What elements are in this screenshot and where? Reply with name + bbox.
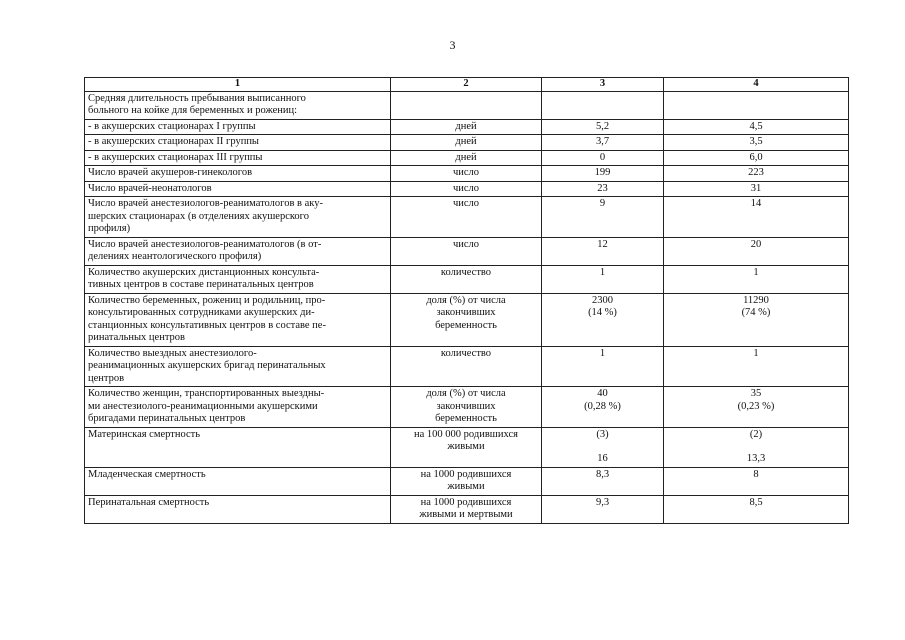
cell-text-line: 31	[750, 182, 762, 194]
indicator-cell	[85, 197, 391, 238]
cell-text-line: 1	[599, 347, 606, 359]
table-row	[85, 150, 849, 166]
cell-text-line: 8	[753, 468, 759, 480]
value-col3-cell	[542, 387, 664, 428]
unit-cell	[391, 150, 542, 166]
unit-cell	[391, 346, 542, 387]
cell-text-line: живыми и мертвыми	[419, 509, 513, 520]
value-col4-cell	[664, 293, 849, 346]
column-header: 3	[542, 78, 664, 92]
table-row	[85, 119, 849, 135]
value-col4-cell	[664, 181, 849, 197]
cell-text-line: 23	[597, 182, 608, 194]
cell-text-line: 14	[750, 198, 762, 209]
cell-text-line: 40	[597, 388, 608, 399]
cell-text-line: 0	[599, 151, 606, 163]
cell-text-line: дней	[455, 151, 477, 163]
cell-text-line: (0,28 %)	[584, 400, 621, 412]
cell-text-line: закончивших	[436, 307, 496, 318]
column-header: 2	[391, 78, 542, 92]
cell-text-line: количество	[440, 266, 492, 278]
cell-text-line: количество	[440, 347, 492, 359]
value-col4-cell	[664, 265, 849, 293]
value-col3-cell	[542, 197, 664, 238]
value-col3-cell	[542, 166, 664, 182]
cell-text-line: Количество беременных, рожениц и родильниц, про-	[88, 294, 326, 306]
cell-text-line: 12	[597, 238, 608, 250]
indicator-cell	[85, 91, 391, 119]
cell-text-line: число	[452, 198, 480, 209]
cell-text-line: профиля)	[88, 223, 131, 234]
cell-text-line: 9	[599, 198, 606, 209]
cell-text-line: живыми	[447, 481, 485, 492]
value-col4-cell	[664, 387, 849, 428]
value-col3-cell	[542, 135, 664, 151]
unit-cell	[391, 197, 542, 238]
cell-text-line: делениях неантологического профиля)	[88, 251, 262, 262]
table-row	[85, 387, 849, 428]
cell-text-line: на 1000 родившихся	[420, 468, 512, 480]
value-col3-cell	[542, 119, 664, 135]
cell-text-line: - в акушерских стационарах I группы	[88, 120, 256, 132]
cell-text-line: 223	[748, 167, 764, 178]
indicator-cell	[85, 119, 391, 135]
cell-text-line: на 100 000 родившихся	[414, 428, 518, 440]
value-col3-cell	[542, 91, 664, 119]
cell-text-line: 13,3	[746, 453, 766, 464]
cell-text-line: 35	[750, 388, 762, 399]
value-col4-cell	[664, 150, 849, 166]
cell-text-line: Материнская смертность	[88, 428, 201, 440]
cell-text-line: 1	[599, 266, 606, 278]
indicator-cell	[85, 166, 391, 182]
value-col4-cell	[664, 166, 849, 182]
cell-text-line: живыми	[447, 441, 485, 452]
cell-text-line: (14 %)	[588, 307, 617, 318]
value-col3-cell	[542, 467, 664, 495]
cell-text-line: Количество акушерских дистанционных консульта-	[88, 266, 320, 278]
cell-text-line: 1	[753, 347, 759, 359]
cell-text-line: 6,0	[749, 151, 763, 163]
value-col3-cell	[542, 150, 664, 166]
unit-cell	[391, 293, 542, 346]
cell-text-line: - в акушерских стационарах III группы	[88, 151, 263, 163]
cell-text-line: Число врачей анестезиологов-реаниматологов в аку-	[88, 198, 323, 209]
cell-text-line: (74 %)	[741, 307, 771, 318]
value-col4-cell	[664, 427, 849, 467]
cell-text-line: 11290	[743, 294, 769, 306]
cell-text-line: число	[452, 238, 480, 250]
value-col4-cell	[664, 197, 849, 238]
value-col4-cell	[664, 346, 849, 387]
cell-text-line: 16	[597, 453, 608, 464]
cell-text-line: (3)	[596, 428, 609, 440]
cell-text-line: 4,5	[749, 120, 763, 132]
cell-text-line: дней	[455, 120, 477, 132]
cell-text-line: 199	[594, 167, 611, 178]
cell-text-line: 9,3	[595, 496, 610, 508]
cell-text-line: Количество женщин, транспортированных выездны-	[88, 388, 325, 399]
indicator-cell	[85, 150, 391, 166]
indicator-cell	[85, 495, 391, 523]
unit-cell	[391, 387, 542, 428]
cell-text-line: шерских стационарах (в отделениях акушерского	[88, 210, 309, 222]
cell-text-line: центров	[88, 372, 125, 384]
value-col3-cell	[542, 265, 664, 293]
table-row	[85, 293, 849, 346]
cell-text-line: Число врачей анестезиологов-реаниматологов (в от-	[88, 238, 322, 250]
indicator-cell	[85, 467, 391, 495]
cell-text-line: число	[452, 167, 480, 178]
unit-cell	[391, 427, 542, 467]
value-col3-cell	[542, 181, 664, 197]
cell-text-line: консультированных сотрудниками акушерских ди-	[88, 307, 315, 318]
cell-text-line: тивных центров в составе перинатальных центров	[88, 279, 314, 290]
table-row	[85, 91, 849, 119]
table-row	[85, 166, 849, 182]
table-row	[85, 467, 849, 495]
indicator-cell	[85, 181, 391, 197]
cell-text-line: (2)	[749, 428, 763, 440]
indicator-cell	[85, 237, 391, 265]
column-header: 4	[664, 78, 849, 92]
value-col3-cell	[542, 293, 664, 346]
indicator-cell	[85, 293, 391, 346]
header-row	[85, 78, 849, 92]
cell-text-line: Младенческая смертность	[88, 468, 206, 480]
value-col4-cell	[664, 91, 849, 119]
page-number: 3	[449, 38, 456, 52]
table-row	[85, 181, 849, 197]
value-col4-cell	[664, 237, 849, 265]
table-row	[85, 495, 849, 523]
indicator-cell	[85, 265, 391, 293]
cell-text-line: (0,23 %)	[737, 400, 775, 412]
cell-text-line: - в акушерских стационарах II группы	[88, 136, 259, 147]
value-col3-cell	[542, 237, 664, 265]
cell-text-line: 3,5	[749, 136, 763, 147]
table-row	[85, 237, 849, 265]
table-row	[85, 427, 849, 467]
cell-text-line: 3,7	[595, 136, 610, 147]
unit-cell	[391, 166, 542, 182]
value-col4-cell	[664, 135, 849, 151]
value-col4-cell	[664, 467, 849, 495]
cell-text-line: доля (%) от числа	[426, 294, 506, 306]
cell-text-line: 8,5	[749, 496, 763, 508]
cell-text-line: Средняя длительность пребывания выписанного	[88, 92, 306, 104]
cell-text-line: 8,3	[595, 468, 610, 480]
cell-text-line: беременность	[435, 319, 497, 331]
cell-text-line: закончивших	[436, 400, 496, 412]
unit-cell	[391, 181, 542, 197]
cell-text-line: Перинатальная смертность	[88, 496, 210, 508]
table-row	[85, 197, 849, 238]
value-col3-cell	[542, 495, 664, 523]
cell-text-line: на 1000 родившихся	[420, 496, 512, 508]
cell-text-line	[667, 441, 845, 453]
unit-cell	[391, 265, 542, 293]
cell-text-line: беременность	[435, 413, 497, 424]
cell-text-line: Количество выездных анестезиолого-	[88, 347, 257, 359]
unit-cell	[391, 119, 542, 135]
unit-cell	[391, 91, 542, 119]
value-col3-cell	[542, 427, 664, 467]
unit-cell	[391, 495, 542, 523]
cell-text-line: станционных консультативных центров в составе пе-	[88, 319, 326, 331]
indicator-cell	[85, 387, 391, 428]
statistics-table	[84, 77, 849, 524]
table-row	[85, 265, 849, 293]
indicator-cell	[85, 135, 391, 151]
cell-text-line: 1	[753, 266, 759, 278]
cell-text-line: 20	[750, 238, 762, 250]
cell-text-line	[545, 441, 660, 453]
value-col3-cell	[542, 346, 664, 387]
table-body	[85, 91, 849, 523]
cell-text-line: 5,2	[595, 120, 610, 132]
cell-text-line: больного на койке для беременных и рожениц:	[88, 105, 298, 116]
cell-text-line: число	[452, 182, 480, 194]
table-row	[85, 346, 849, 387]
cell-text-line: ринатальных центров	[88, 332, 185, 343]
unit-cell	[391, 135, 542, 151]
cell-text-line: дней	[455, 136, 477, 147]
column-header: 1	[85, 78, 391, 92]
unit-cell	[391, 467, 542, 495]
unit-cell	[391, 237, 542, 265]
cell-text-line: бригадами перинатальных центров	[88, 413, 246, 424]
cell-text-line: Число врачей акушеров-гинекологов	[88, 167, 253, 178]
cell-text-line: Число врачей-неонатологов	[88, 182, 212, 194]
cell-text-line: ми анестезиолого-реанимационными акушерскими	[88, 400, 318, 412]
table-row	[85, 135, 849, 151]
indicator-cell	[85, 346, 391, 387]
value-col4-cell	[664, 119, 849, 135]
indicator-cell	[85, 427, 391, 467]
cell-text-line: доля (%) от числа	[426, 388, 506, 399]
cell-text-line: 2300	[592, 294, 613, 306]
cell-text-line: реанимационных акушерских бригад перинатальных	[88, 360, 326, 371]
value-col4-cell	[664, 495, 849, 523]
